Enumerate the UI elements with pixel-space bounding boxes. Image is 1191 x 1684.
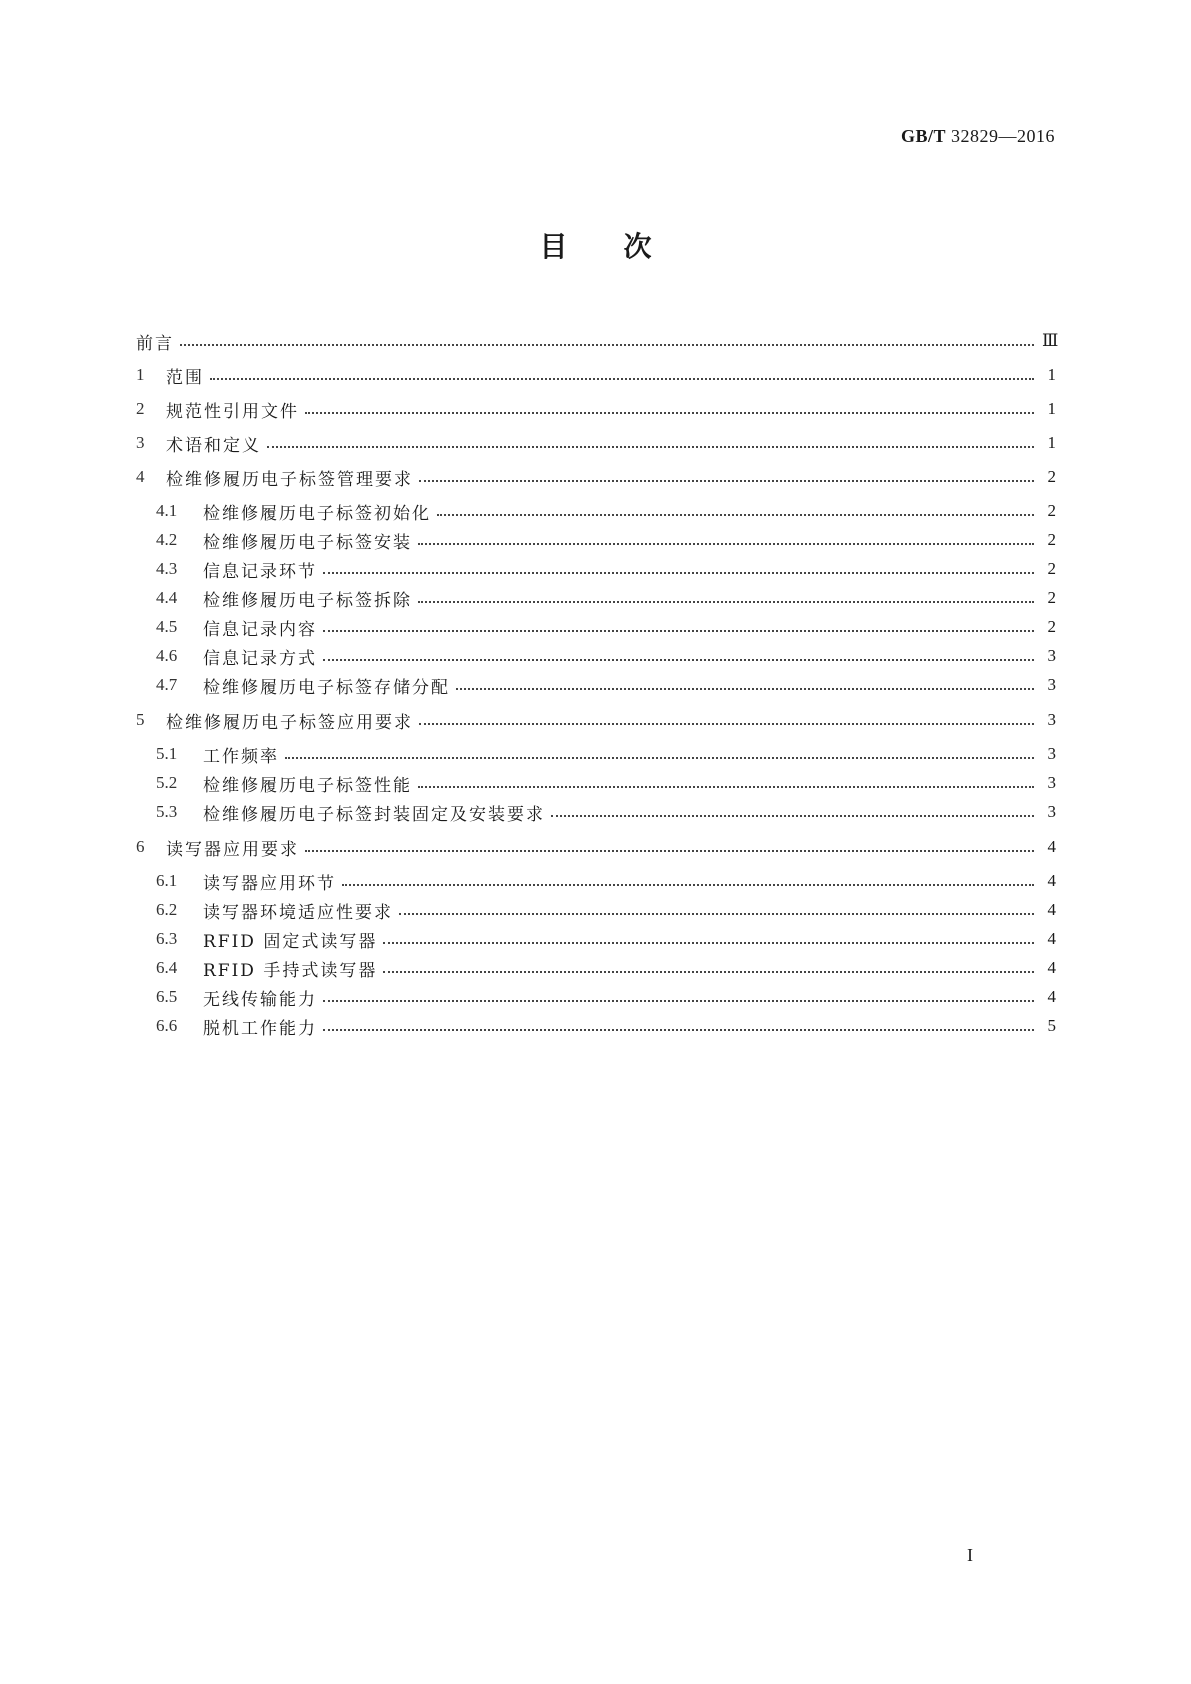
toc-entry-label: 无线传输能力 (203, 989, 317, 1010)
toc-entry-label: 读写器环境适应性要求 (203, 902, 393, 923)
toc-entry-label: 读写器应用要求 (166, 839, 299, 860)
toc-dot-leader (323, 630, 1034, 632)
toc-entry-number: 4.6 (156, 646, 178, 665)
toc-dot-leader (323, 659, 1034, 661)
toc-dot-leader (456, 688, 1034, 690)
document-id (901, 126, 1055, 147)
page-title: 目次 (539, 230, 708, 263)
toc-entry[interactable] (136, 707, 1056, 733)
toc-dot-leader (323, 1000, 1034, 1002)
toc-entry-number: 4 (136, 467, 145, 486)
toc-entry[interactable] (136, 527, 1056, 553)
toc-entry-page: 1 (1047, 433, 1056, 452)
toc-dot-leader (419, 723, 1034, 725)
toc-entry[interactable] (136, 362, 1056, 388)
toc-entry[interactable] (136, 614, 1056, 640)
toc-dot-leader (305, 412, 1034, 414)
toc-entry-number: 6.4 (156, 958, 178, 977)
toc-entry[interactable] (136, 868, 1056, 894)
toc-entry-label: 检维修履历电子标签存储分配 (203, 677, 450, 698)
toc-dot-leader (383, 942, 1034, 944)
toc-entry[interactable] (136, 585, 1056, 611)
toc-entry-page: 4 (1047, 900, 1056, 919)
toc-dot-leader (210, 378, 1034, 380)
toc-dot-leader (342, 884, 1034, 886)
toc-entry-number: 2 (136, 399, 145, 418)
toc-entry-label: 信息记录方式 (203, 648, 317, 669)
toc-entry-label: 规范性引用文件 (166, 401, 299, 422)
toc-entry[interactable] (136, 464, 1056, 490)
toc-entry-page: Ⅲ (1042, 331, 1059, 350)
toc-entry-label: 范围 (166, 367, 204, 388)
toc-entry[interactable] (136, 799, 1056, 825)
toc-entry-page: 4 (1047, 929, 1056, 948)
toc-entry-label: 术语和定义 (166, 435, 261, 456)
toc-entry-number: 5.1 (156, 744, 178, 763)
toc-dot-leader (285, 757, 1034, 759)
toc-entry-label: 检维修履历电子标签封装固定及安装要求 (203, 804, 545, 825)
toc-entry-page: 4 (1047, 837, 1056, 856)
toc-dot-leader (383, 971, 1034, 973)
toc-entry[interactable] (136, 741, 1056, 767)
toc-entry-label: 检维修履历电子标签初始化 (203, 503, 431, 524)
toc-dot-leader (551, 815, 1034, 817)
toc-entry-label: 信息记录内容 (203, 619, 317, 640)
toc-entry-label: 检维修履历电子标签拆除 (203, 590, 412, 611)
toc-entry-page: 1 (1047, 365, 1056, 384)
toc-entry[interactable] (136, 643, 1056, 669)
toc-entry-number: 6.3 (156, 929, 178, 948)
toc-entry-number: 6.5 (156, 987, 178, 1006)
toc-entry-page: 3 (1047, 646, 1056, 665)
toc-entry-page: 4 (1047, 987, 1056, 1006)
toc-dot-leader (323, 1029, 1034, 1031)
toc-entry-number: 4.1 (156, 501, 178, 520)
toc-entry-number: 4.7 (156, 675, 178, 694)
toc-entry-label: 脱机工作能力 (203, 1018, 317, 1039)
toc-entry-page: 2 (1047, 467, 1056, 486)
toc-dot-leader (419, 480, 1034, 482)
toc-entry[interactable] (136, 672, 1056, 698)
toc-entry[interactable] (136, 955, 1056, 981)
toc-entry-number: 3 (136, 433, 145, 452)
toc-entry-label: 检维修履历电子标签应用要求 (166, 712, 413, 733)
toc-entry-page: 3 (1047, 710, 1056, 729)
toc-dot-leader (418, 543, 1034, 545)
toc-entry-label: 工作频率 (203, 746, 279, 767)
page-number: I (967, 1545, 973, 1565)
toc-entry-page: 1 (1047, 399, 1056, 418)
toc-entry-page: 5 (1047, 1016, 1056, 1035)
toc-dot-leader (399, 913, 1034, 915)
toc-entry-page: 3 (1047, 675, 1056, 694)
document-id-number: 32829—2016 (951, 126, 1055, 146)
toc-entry[interactable] (136, 396, 1056, 422)
toc-entry-page: 3 (1047, 773, 1056, 792)
toc-entry[interactable] (136, 897, 1056, 923)
toc-entry-page: 2 (1047, 530, 1056, 549)
toc-entry-label: 信息记录环节 (203, 561, 317, 582)
document-id-prefix: GB/T (900, 126, 946, 146)
toc-dot-leader (305, 850, 1034, 852)
toc-dot-leader (323, 572, 1034, 574)
toc-entry-label: 检维修履历电子标签安装 (203, 532, 412, 553)
toc-entry-label: 检维修履历电子标签性能 (203, 775, 412, 796)
toc-entry[interactable] (136, 834, 1056, 860)
toc-entry-number: 4.4 (156, 588, 178, 607)
toc-entry-label: 读写器应用环节 (203, 873, 336, 894)
toc-entry[interactable] (136, 498, 1056, 524)
toc-entry-page: 2 (1047, 617, 1056, 636)
toc-entry[interactable] (136, 984, 1056, 1010)
toc-entry-number: 4.5 (156, 617, 178, 636)
toc-entry-page: 4 (1047, 871, 1056, 890)
toc-entry-number: 6 (136, 837, 145, 856)
toc-entry-number: 5.3 (156, 802, 178, 821)
toc-entry-number: 5.2 (156, 773, 178, 792)
toc-entry-label: 检维修履历电子标签管理要求 (166, 469, 413, 490)
toc-dot-leader (437, 514, 1034, 516)
toc-entry-number: 5 (136, 710, 145, 729)
toc-entry-label: RFID 手持式读写器 (203, 960, 378, 981)
toc-entry-page: 2 (1047, 588, 1056, 607)
toc-entry-page: 3 (1047, 744, 1056, 763)
toc-entry-number: 6.2 (156, 900, 178, 919)
toc-dot-leader (418, 601, 1034, 603)
toc-entry[interactable] (136, 926, 1056, 952)
toc-entry-number: 6.6 (156, 1016, 178, 1035)
toc-dot-leader (267, 446, 1034, 448)
toc-entry-page: 4 (1047, 958, 1056, 977)
toc-dot-leader (180, 344, 1034, 346)
toc-entry-label: RFID 固定式读写器 (203, 931, 378, 952)
toc-entry-label: 前言 (136, 333, 174, 354)
toc-entry[interactable] (136, 328, 1059, 354)
toc-entry-number: 6.1 (156, 871, 178, 890)
toc-entry-page: 3 (1047, 802, 1056, 821)
toc-entry-number: 4.2 (156, 530, 178, 549)
toc-entry-page: 2 (1047, 559, 1056, 578)
toc-entry[interactable] (136, 1013, 1056, 1039)
toc-entry[interactable] (136, 430, 1056, 456)
toc-entry[interactable] (136, 770, 1056, 796)
toc-entry-number: 1 (136, 365, 145, 384)
toc-dot-leader (418, 786, 1034, 788)
toc-entry-number: 4.3 (156, 559, 178, 578)
toc-entry[interactable] (136, 556, 1056, 582)
toc-entry-page: 2 (1047, 501, 1056, 520)
